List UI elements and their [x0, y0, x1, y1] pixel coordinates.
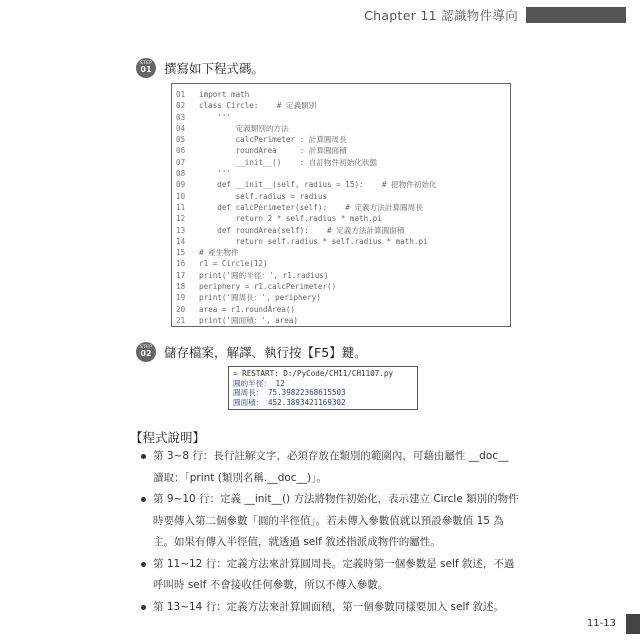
list-item: 第 9~10 行：定義 __init__() 方法將物件初始化，表示建立 Circle 類別的物件時要傳入第二個參數「圓的半徑值」。若未傳入參數值就以預設參數值 15 為主。如果有傳入半徑值，就透過 self 敘述指派成物件的屬性。 — [140, 489, 520, 554]
output-line: 圓面積： 452.3893421169302 — [233, 397, 346, 407]
line-number: 19 — [176, 293, 186, 303]
line-number: 11 — [176, 202, 186, 212]
header-decor-bar — [526, 7, 626, 23]
code-line — [172, 292, 510, 303]
code-line — [172, 315, 510, 326]
line-number: 16 — [176, 259, 186, 269]
page-header — [364, 6, 626, 24]
code-text: def calcPerimeter(self): # 定義方法計算圓周長 — [199, 202, 423, 212]
step-01 — [136, 58, 264, 78]
code-listing — [171, 83, 511, 327]
code-line — [172, 191, 510, 202]
code-text: __init__() : 自訂物件初始化狀態 — [199, 157, 378, 167]
code-line — [172, 145, 510, 156]
code-line — [172, 236, 510, 247]
code-line — [172, 123, 510, 134]
chapter-title: Chapter 11 認識物件導向 — [364, 8, 518, 23]
line-number: 08 — [176, 169, 186, 179]
step-02 — [136, 342, 367, 362]
step-label: STEP — [139, 344, 153, 350]
code-line — [172, 179, 510, 190]
code-text: print('圓的半徑：', r1.radius) — [199, 270, 329, 280]
line-number: 09 — [176, 180, 186, 190]
list-item: 第 13~14 行：定義方法來計算圓面積，第一個參數同樣要加入 self 敘述。 — [140, 597, 520, 619]
page-number: 11-13 — [586, 618, 616, 629]
code-line — [172, 202, 510, 213]
code-text: import math — [199, 90, 250, 99]
code-text: calcPerimeter : 計算圓周長 — [199, 135, 347, 145]
line-number: 13 — [176, 225, 186, 235]
code-line — [172, 134, 510, 145]
code-line — [172, 100, 510, 111]
line-number: 02 — [176, 101, 186, 111]
code-line — [172, 304, 510, 315]
code-text: class Circle: # 定義類別 — [199, 101, 317, 111]
code-text: return self.radius * self.radius * math.pi — [199, 236, 428, 246]
line-number: 05 — [176, 135, 186, 145]
code-text: area = r1.roundArea() — [199, 304, 296, 314]
code-line — [172, 112, 510, 123]
code-line — [172, 247, 510, 258]
code-text: 定義類別的方法 — [199, 123, 289, 133]
code-line — [172, 281, 510, 292]
code-line — [172, 258, 510, 269]
line-number: 10 — [176, 191, 186, 201]
line-number: 07 — [176, 157, 186, 167]
code-text: print('圓周長：', periphery) — [199, 293, 321, 303]
code-line — [172, 157, 510, 168]
code-line — [172, 225, 510, 236]
program-output — [228, 366, 418, 410]
explanation-list — [140, 446, 520, 618]
code-text: ''' — [199, 169, 232, 179]
line-number: 21 — [176, 315, 186, 325]
line-number: 14 — [176, 236, 186, 246]
line-number: 03 — [176, 112, 186, 122]
code-text: ''' — [199, 112, 232, 122]
line-number: 12 — [176, 214, 186, 224]
code-line — [172, 168, 510, 179]
code-text: def roundArea(self): # 定義方法計算圓面積 — [199, 225, 405, 235]
step-badge-icon — [136, 58, 156, 78]
code-line — [172, 270, 510, 281]
output-line: = RESTART: D:/PyCode/CH11/CH1107.py — [233, 369, 394, 378]
code-text: def __init__(self, radius = 15): # 把物件初始化 — [199, 180, 437, 190]
code-text: # 產生物件 — [199, 248, 239, 258]
code-text: periphery = r1.calcPerimeter() — [199, 282, 337, 292]
line-number: 17 — [176, 270, 186, 280]
output-line: 圓的半徑： 12 — [233, 378, 285, 388]
code-text: self.radius = radius — [199, 191, 328, 201]
line-number: 01 — [176, 90, 186, 99]
line-number: 15 — [176, 248, 186, 258]
code-text: r1 = Circle(12) — [199, 259, 268, 269]
code-text: roundArea : 計算圓面積 — [199, 146, 347, 156]
section-title: 【程式說明】 — [130, 430, 206, 445]
code-line — [172, 89, 510, 100]
step-badge-icon — [136, 342, 156, 362]
code-line — [172, 213, 510, 224]
line-number: 06 — [176, 146, 186, 156]
output-line: 圓周長： 75.39822368615503 — [233, 388, 346, 398]
line-number: 04 — [176, 123, 186, 133]
step-number: 01 — [140, 65, 152, 75]
line-number: 18 — [176, 282, 186, 292]
step-text: 撰寫如下程式碼。 — [164, 61, 265, 76]
list-item: 第 11~12 行：定義方法來計算圓周長。定義時第一個參數是 self 敘述，不過呼叫時 self 不會接收任何參數，所以不傳入參數。 — [140, 554, 520, 597]
step-label: STEP — [139, 60, 153, 66]
footer-decor-bar — [626, 614, 640, 634]
step-number: 02 — [140, 349, 152, 359]
step-text: 儲存檔案，解譯、執行按【F5】鍵。 — [164, 345, 367, 360]
code-text: print('圓面積：', area) — [199, 315, 298, 325]
code-text: return 2 * self.radius * math.pi — [199, 214, 382, 224]
list-item: 第 3~8 行：長行註解文字，必須存放在類別的範圍內，可藉由屬性 __doc__ 讀取：「print (類別名稱.__doc__)」。 — [140, 446, 520, 489]
line-number: 20 — [176, 304, 186, 314]
